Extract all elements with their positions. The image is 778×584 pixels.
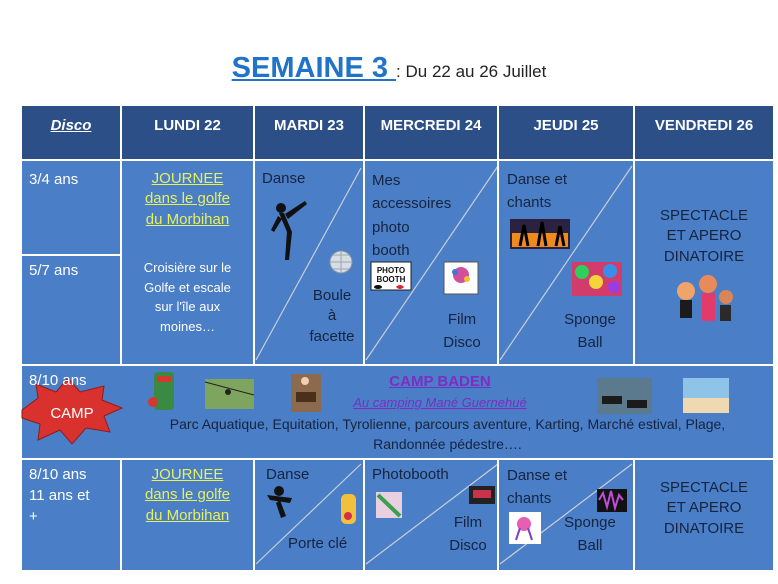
- photo-booth-line1: PHOTO: [376, 266, 406, 275]
- film-disco-icon: [444, 262, 478, 294]
- keychain-icon: [341, 494, 356, 524]
- age-11-plus: 11 ans et: [29, 487, 90, 504]
- row3-vendredi-spectacle: SPECTACLE ET APERO DINATOIRE: [659, 479, 749, 537]
- film-disco-small-icon: [469, 486, 495, 504]
- lundi-journee-l3: du Morbihan: [145, 210, 230, 228]
- header-jeudi: JEUDI 25: [533, 117, 599, 134]
- header-vendredi: VENDREDI 26: [654, 117, 754, 134]
- row3-lundi-journee: JOURNEE dans le golfe du Morbihan: [144, 466, 231, 524]
- disco-ball-icon: [330, 251, 352, 273]
- beach-photo: [683, 378, 729, 413]
- dancing-crowd-icon: [510, 219, 570, 249]
- lundi-journee: [121, 169, 254, 230]
- lundi-description: Croisière sur le Golfe et escale sur l'île aux moines…: [143, 260, 232, 334]
- lundi-journee-l1: JOURNEE: [151, 170, 224, 187]
- mardi-boule-facette: Boule à facette: [309, 287, 355, 345]
- row3-merc-photobooth: Photobooth: [372, 466, 449, 483]
- merc-film-disco: Film Disco: [443, 311, 481, 351]
- age-5-7: 5/7 ans: [29, 262, 79, 279]
- sound-wave-icon: [597, 489, 627, 512]
- camp-activities: Parc Aquatique, Equitation, Tyrolienne, parcours aventure, Karting, Marché estival, Plage, Randonnée pédestre….: [169, 416, 726, 453]
- dancer-unicorn-icon: [509, 512, 541, 544]
- merc-accessoires: Mes accessoires photo booth: [372, 172, 452, 259]
- row3-jeudi-danse-chants: Danse et chants: [507, 467, 568, 507]
- header-lundi: LUNDI 22: [154, 117, 221, 134]
- age-3-4: 3/4 ans: [29, 171, 79, 188]
- header-disco: Disco: [50, 117, 92, 134]
- camp-title: CAMP BADEN: [389, 373, 491, 390]
- camp-subtitle: Au camping Mané Guernehué: [353, 395, 527, 410]
- mardi-danse: Danse: [262, 170, 306, 187]
- age-8-10-camp: 8/10 ans: [29, 372, 87, 389]
- lundi-journee-l2: dans le golfe: [144, 190, 231, 208]
- row3-merc-film-disco: Film Disco: [449, 514, 487, 554]
- header-mardi: MARDI 23: [273, 117, 344, 134]
- age-8-10: 8/10 ans: [29, 466, 87, 483]
- photo-booth-icon: [371, 262, 411, 290]
- camp-badge-label: CAMP: [50, 405, 94, 422]
- row3-mardi-porte-cle: Porte clé: [288, 535, 348, 552]
- zipline-photo: [205, 379, 254, 409]
- photo-booth-line2: BOOTH: [376, 275, 406, 284]
- header-mercredi: MERCREDI 24: [380, 117, 482, 134]
- row3-jeudi-sponge-ball: Sponge Ball: [564, 514, 616, 554]
- karting-photo: [597, 378, 652, 414]
- vendredi-spectacle: SPECTACLE ET APERO DINATOIRE: [659, 207, 749, 265]
- sponge-ball-icon: [572, 262, 622, 296]
- week-dates: : Du 22 au 26 Juillet: [396, 62, 547, 81]
- jeudi-sponge-ball: Sponge Ball: [564, 311, 616, 351]
- week-title: SEMAINE 3: [231, 52, 397, 84]
- row3-mardi-danse: Danse: [266, 466, 310, 483]
- photobooth-props-icon: [376, 492, 402, 518]
- jeudi-danse-chants: Danse et chants: [507, 171, 568, 211]
- age-plus: +: [29, 508, 38, 525]
